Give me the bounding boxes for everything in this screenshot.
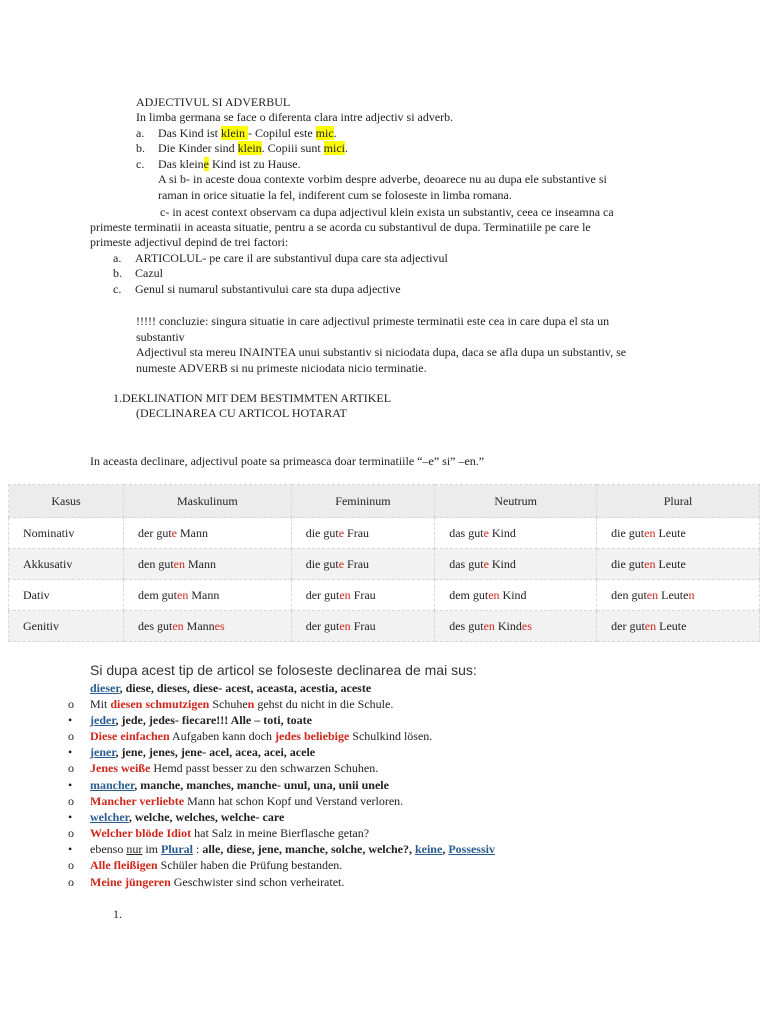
- list-item: o Jenes weiße Hemd passt besser zu den schwarzen Schuhen.: [68, 761, 379, 775]
- article-list-intro: Si dupa acest tip de articol se foloseste declinarea de mai sus:: [90, 662, 477, 678]
- link-jeder[interactable]: jeder: [90, 713, 116, 727]
- list-item: o Welcher blöde Idiot hat Salz in meine Bierflasche getan?: [68, 826, 370, 840]
- case-cell: Dativ: [9, 580, 124, 611]
- table-row: [9, 549, 760, 580]
- example-c: c. Das kleine Kind ist zu Hause.: [136, 157, 301, 171]
- declension-cell: der guten Leute: [597, 611, 760, 642]
- column-header: Neutrum: [435, 485, 597, 518]
- link-jener[interactable]: jener: [90, 745, 116, 759]
- table-header-row: [9, 485, 760, 518]
- list-item-dieser: dieser, diese, dieses, diese- acest, aceasta, acestia, aceste: [90, 681, 372, 695]
- list-item: o Alle fleißigen Schüler haben die Prüfung bestanden.: [68, 858, 343, 872]
- factor-c: c. Genul si numarul substantivului care sta dupa adjective: [113, 282, 401, 296]
- declension-cell: die guten Leute: [597, 518, 760, 549]
- conclusion-line4: numeste ADVERB si nu primeste niciodata nicio terminatie.: [136, 361, 427, 375]
- paragraph-c-line2: primeste terminatii in aceasta situatie, pentru a se acorda cu substantivul de dupa. Terminatiile pe care le: [90, 220, 591, 234]
- link-keine[interactable]: keine: [414, 842, 443, 856]
- paragraph-ab-line1: A si b- in aceste doua contexte vorbim despre adverbe, deoarece nu au dupa ele substantive si: [158, 172, 607, 186]
- declension-cell: das gute Kind: [435, 549, 597, 580]
- table-row: [9, 580, 760, 611]
- column-header: Maskulinum: [124, 485, 292, 518]
- column-header: Plural: [597, 485, 760, 518]
- declension-cell: der gute Mann: [124, 518, 292, 549]
- paragraph-c-line3: primeste adjectivul depind de trei factori:: [90, 235, 289, 249]
- declension-cell: die gute Frau: [291, 518, 435, 549]
- declension-cell: dem guten Mann: [124, 580, 292, 611]
- table-row: [9, 611, 760, 642]
- factor-b: b. Cazul: [113, 266, 163, 280]
- example-a: a. Das Kind ist klein - Copilul este mic.: [136, 126, 337, 140]
- section-heading: 1.DEKLINATION MIT DEM BESTIMMTEN ARTIKEL: [113, 391, 392, 405]
- link-plural[interactable]: Plural: [161, 842, 193, 856]
- declension-cell: des guten Mannes: [124, 611, 292, 642]
- conclusion-line1: !!!!! concluzie: singura situatie in care adjectivul primeste terminatii este cea in care dupa el sta un: [136, 314, 610, 328]
- list-item-ebenso: • ebenso nur im Plural : alle, diese, jene, manche, solche, welche?, keine, Possessiv: [68, 842, 495, 856]
- link-welcher[interactable]: welcher: [90, 810, 129, 824]
- link-mancher[interactable]: mancher: [90, 778, 135, 792]
- list-item: o Diese einfachen Aufgaben kann doch jedes beliebige Schulkind lösen.: [68, 729, 433, 743]
- list-item-welcher: • welcher, welche, welches, welche- care: [68, 810, 285, 824]
- case-cell: Akkusativ: [9, 549, 124, 580]
- declension-note: In aceasta declinare, adjectivul poate sa primeasca doar terminatiile “–e” si” –en.”: [90, 454, 485, 468]
- conclusion-line3: Adjectivul sta mereu INAINTEA unui substantiv si niciodata dupa, daca se afla dupa un substantiv, se: [136, 345, 627, 359]
- table-row: [9, 518, 760, 549]
- conclusion-line2: substantiv: [136, 330, 185, 344]
- declension-cell: die gute Frau: [291, 549, 435, 580]
- list-item: o Mit diesen schmutzigen Schuhen gehst du nicht in die Schule.: [68, 697, 394, 711]
- declension-cell: die guten Leute: [597, 549, 760, 580]
- declension-cell: des guten Kindes: [435, 611, 597, 642]
- declension-cell: den guten Mann: [124, 549, 292, 580]
- link-possessiv[interactable]: Possessiv: [448, 842, 495, 856]
- paragraph-c-line1: c- in acest context observam ca dupa adjectivul klein exista un substantiv, ceea ce inseamna ca: [160, 205, 614, 219]
- link-dieser[interactable]: dieser: [90, 681, 120, 695]
- intro-text: In limba germana se face o diferenta clara intre adjectiv si adverb.: [136, 110, 454, 124]
- numbered-item: 1.: [113, 907, 122, 921]
- list-item-jener: • jener, jene, jenes, jene- acel, acea, acei, acele: [68, 745, 316, 759]
- paragraph-ab-line2: raman in orice situatie la fel, indiferent cum se foloseste in limba romana.: [158, 188, 512, 202]
- case-cell: Genitiv: [9, 611, 124, 642]
- declension-cell: das gute Kind: [435, 518, 597, 549]
- declension-cell: dem guten Kind: [435, 580, 597, 611]
- factor-a: a. ARTICOLUL- pe care il are substantivul dupa care sta adjectivul: [113, 251, 448, 265]
- section-subheading: (DECLINAREA CU ARTICOL HOTARAT: [136, 406, 347, 420]
- list-item-mancher: • mancher, manche, manches, manche- unul, una, unii unele: [68, 778, 389, 792]
- example-b: b. Die Kinder sind klein. Copiii sunt mici.: [136, 141, 348, 155]
- column-header: Kasus: [9, 485, 124, 518]
- case-cell: Nominativ: [9, 518, 124, 549]
- list-item-jeder: • jeder, jede, jedes- fiecare!!! Alle – toti, toate: [68, 713, 312, 727]
- declension-cell: der guten Frau: [291, 611, 435, 642]
- declension-cell: den guten Leuten: [597, 580, 760, 611]
- list-item: o Meine jüngeren Geschwister sind schon verheiratet.: [68, 875, 345, 889]
- list-item: o Mancher verliebte Mann hat schon Kopf und Verstand verloren.: [68, 794, 404, 808]
- declension-table: [8, 484, 760, 642]
- declension-cell: der guten Frau: [291, 580, 435, 611]
- column-header: Femininum: [291, 485, 435, 518]
- document-title: ADJECTIVUL SI ADVERBUL: [136, 95, 291, 109]
